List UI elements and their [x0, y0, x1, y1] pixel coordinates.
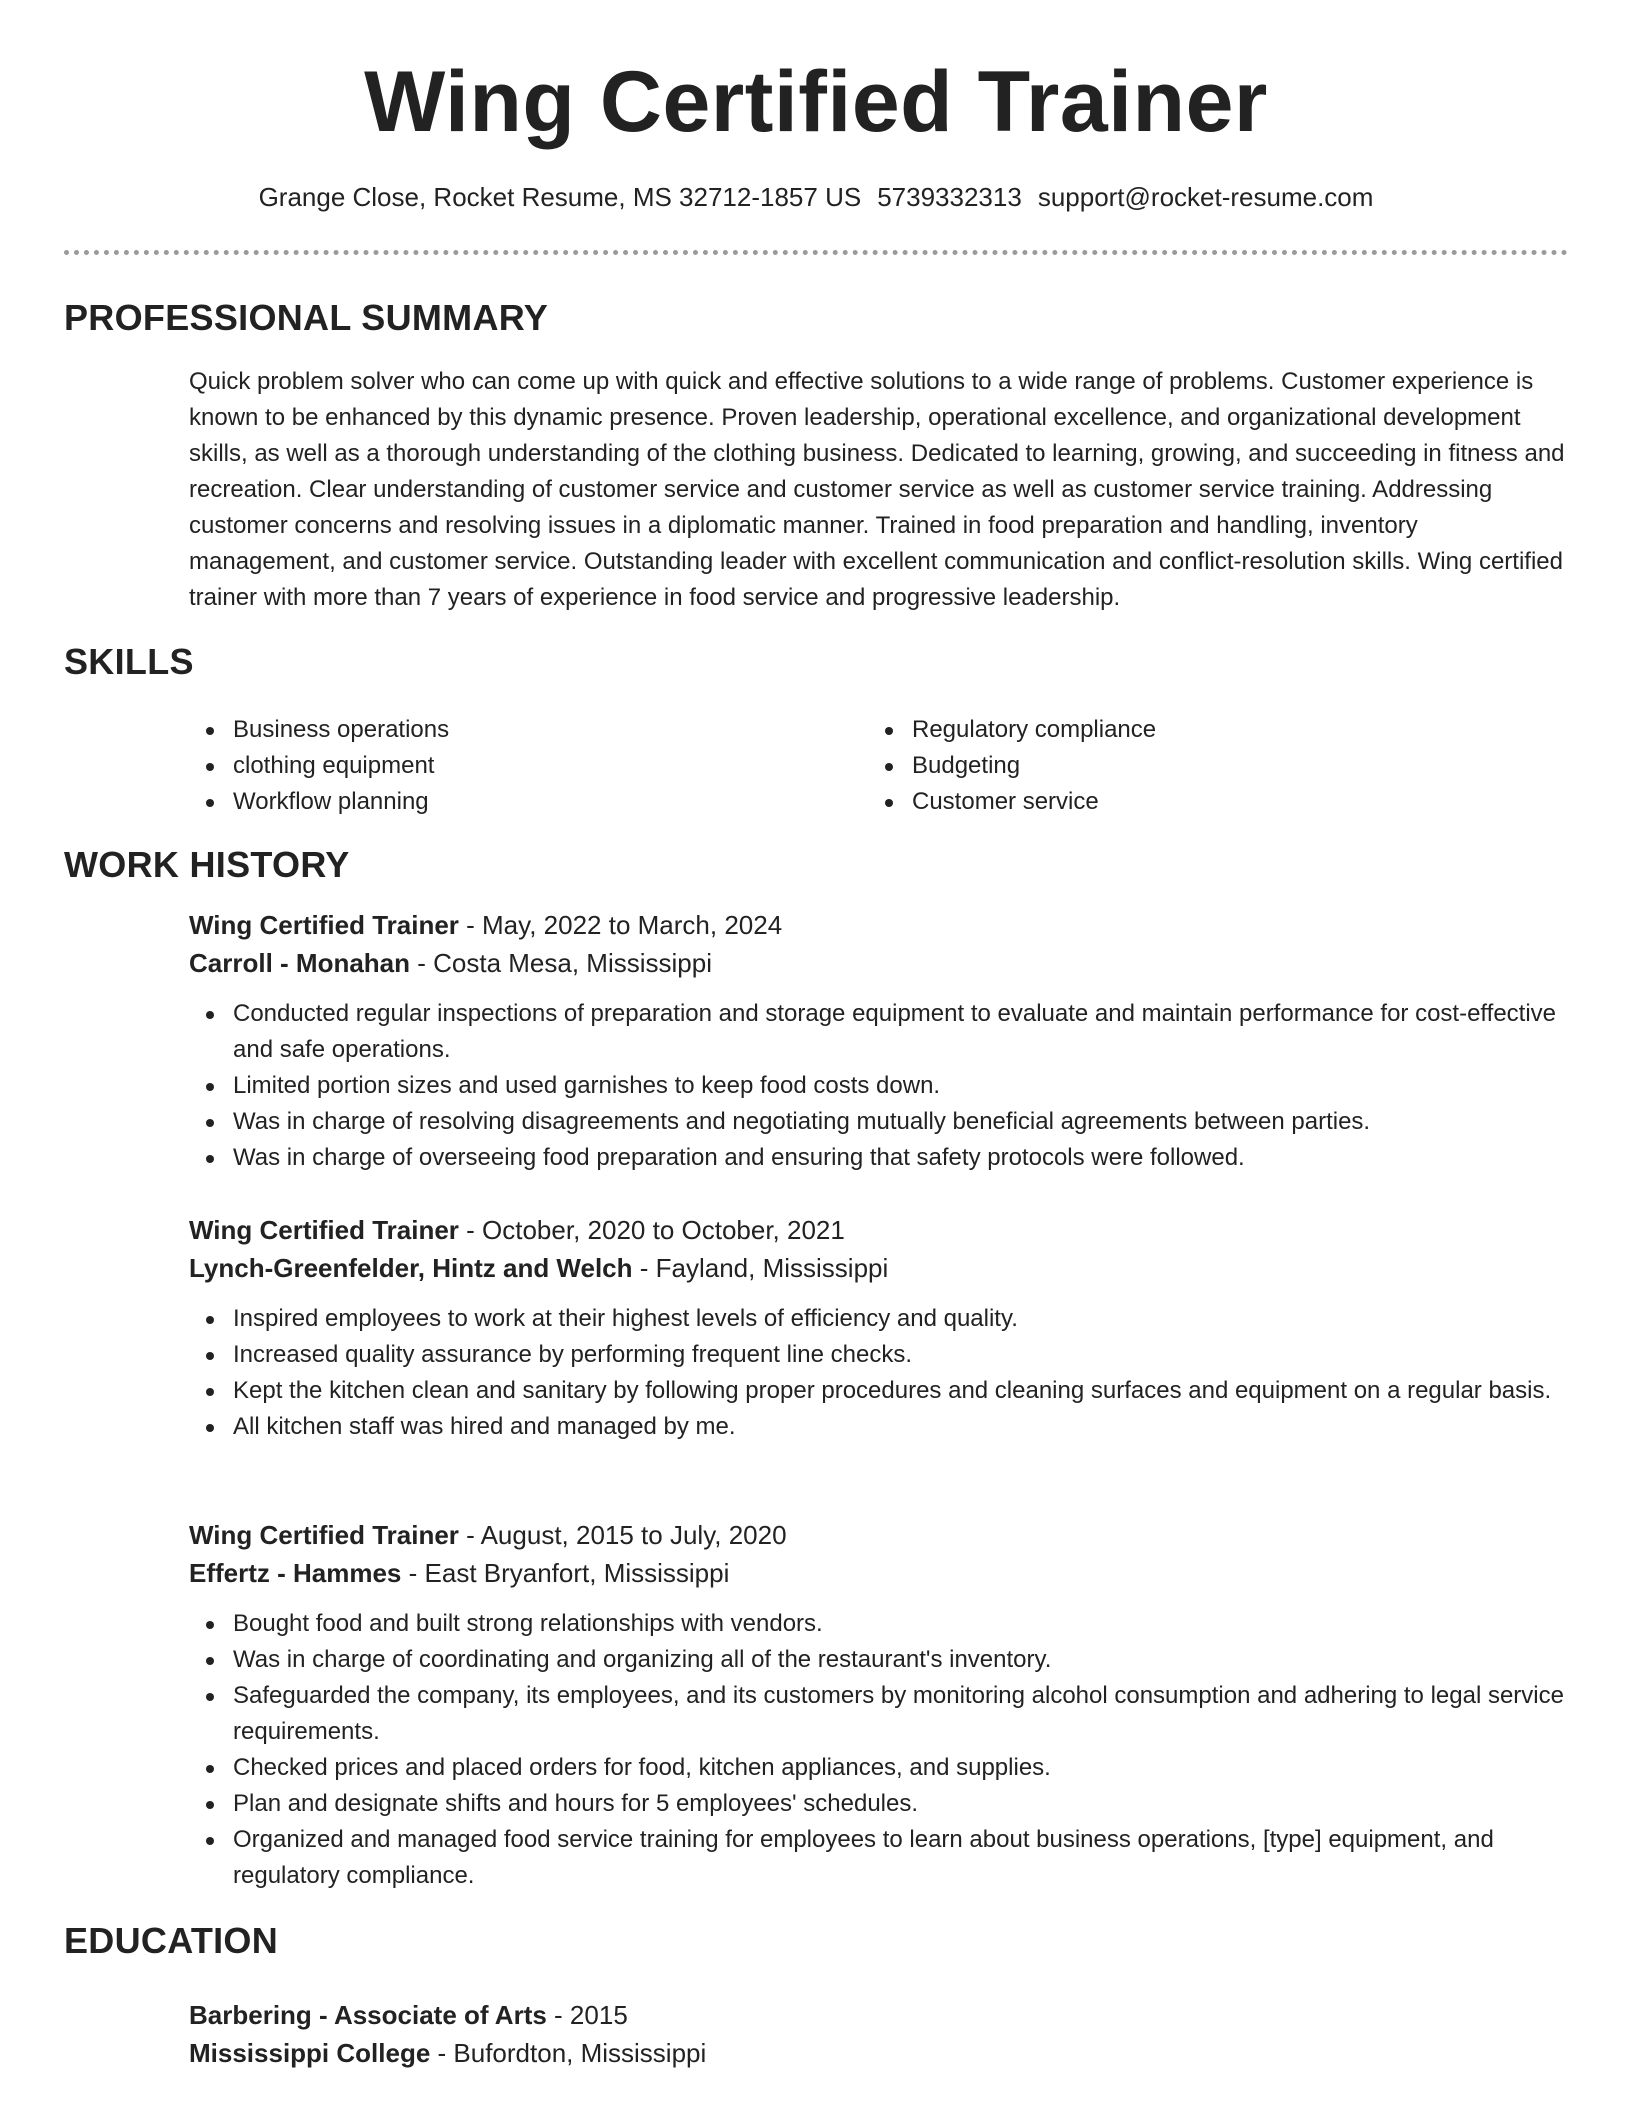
job-bullet: Bought food and built strong relationships with vendors.: [189, 1606, 1569, 1642]
job-bullets: [189, 1301, 1569, 1445]
education-school-line: [189, 2034, 1569, 2072]
job-bullet: Plan and designate shifts and hours for 5 employees' schedules.: [189, 1786, 1569, 1822]
job-title: Wing Certified Trainer: [189, 910, 459, 940]
job-company-line: [189, 944, 1569, 982]
skill-item: Workflow planning: [189, 784, 829, 820]
job-entry: [189, 1516, 1569, 1894]
job-entry: [189, 906, 1569, 1176]
job-bullet: Safeguarded the company, its employees, and its customers by monitoring alcohol consumption and adhering to legal service requirements.: [189, 1678, 1569, 1750]
header-divider: [64, 250, 1568, 255]
job-title: Wing Certified Trainer: [189, 1215, 459, 1245]
job-title-line: [189, 1516, 1569, 1554]
skills-right-list: [868, 712, 1508, 820]
job-company: Lynch-Greenfelder, Hintz and Welch: [189, 1253, 633, 1283]
job-bullet: Was in charge of resolving disagreements and negotiating mutually beneficial agreements between parties.: [189, 1104, 1569, 1140]
contact-address: Grange Close, Rocket Resume, MS 32712-1857 US: [258, 182, 862, 212]
job-bullet: Checked prices and placed orders for food, kitchen appliances, and supplies.: [189, 1750, 1569, 1786]
skill-item: Customer service: [868, 784, 1508, 820]
education-location: - Bufordton, Mississippi: [430, 2038, 707, 2068]
skill-item: clothing equipment: [189, 748, 829, 784]
job-bullet: Conducted regular inspections of preparation and storage equipment to evaluate and maintain performance for cost-effective and safe operations.: [189, 996, 1569, 1068]
education-heading: EDUCATION: [64, 1920, 279, 1961]
education-degree-line: [189, 1996, 1569, 2034]
job-company-line: [189, 1554, 1569, 1592]
job-title-line: [189, 906, 1569, 944]
job-dates: - October, 2020 to October, 2021: [458, 1215, 845, 1245]
skill-item: Budgeting: [868, 748, 1508, 784]
job-company: Carroll - Monahan: [189, 948, 411, 978]
education-entry: [189, 1996, 1569, 2072]
job-bullet: All kitchen staff was hired and managed by me.: [189, 1409, 1569, 1445]
education-degree: Barbering - Associate of Arts: [189, 2000, 547, 2030]
summary-text: Quick problem solver who can come up with quick and effective solutions to a wide range of problems. Customer experience is known to be enhanced by this dynamic presence. Proven leadership, operational excellence, and organizational development skills, as well as a thorough understanding of the clothing business. Dedicated to learning, growing, and succeeding in fitness and recreation. Clear understanding of customer service and customer service as well as customer service training. Addressing customer concerns and resolving issues in a diplomatic manner. Trained in food preparation and handling, inventory management, and customer service. Outstanding leader with excellent communication and conflict-resolution skills. Wing certified trainer with more than 7 years of experience in food service and progressive leadership.: [189, 368, 1565, 611]
job-location: - Fayland, Mississippi: [632, 1253, 889, 1283]
resume-name: Wing Certified Trainer: [364, 54, 1268, 150]
skills-heading: SKILLS: [64, 641, 194, 682]
job-bullet: Was in charge of coordinating and organizing all of the restaurant's inventory.: [189, 1642, 1569, 1678]
job-bullet: Organized and managed food service training for employees to learn about business operations, [type] equipment, and regulatory compliance.: [189, 1822, 1569, 1894]
job-company-line: [189, 1249, 1569, 1287]
job-bullet: Was in charge of overseeing food preparation and ensuring that safety protocols were followed.: [189, 1140, 1569, 1176]
job-dates: - May, 2022 to March, 2024: [458, 910, 783, 940]
job-title: Wing Certified Trainer: [189, 1520, 459, 1550]
work-history-heading: WORK HISTORY: [64, 844, 350, 885]
skills-left-list: [189, 712, 829, 820]
job-location: - Costa Mesa, Mississippi: [410, 948, 712, 978]
contact-line: [0, 180, 1632, 214]
skills-left-column: [189, 712, 829, 820]
skill-item: Business operations: [189, 712, 829, 748]
job-dates: - August, 2015 to July, 2020: [458, 1520, 787, 1550]
education-school: Mississippi College: [189, 2038, 431, 2068]
job-bullet: Limited portion sizes and used garnishes to keep food costs down.: [189, 1068, 1569, 1104]
job-bullets: [189, 996, 1569, 1176]
contact-email: support@rocket-resume.com: [1037, 182, 1374, 212]
skill-item: Regulatory compliance: [868, 712, 1508, 748]
job-company: Effertz - Hammes: [189, 1558, 402, 1588]
skills-right-column: [868, 712, 1508, 820]
summary-heading: PROFESSIONAL SUMMARY: [64, 297, 549, 338]
job-bullet: Inspired employees to work at their highest levels of efficiency and quality.: [189, 1301, 1569, 1337]
job-bullets: [189, 1606, 1569, 1894]
education-year: - 2015: [546, 2000, 628, 2030]
contact-phone: 5739332313: [877, 182, 1022, 212]
job-location: - East Bryanfort, Mississippi: [401, 1558, 730, 1588]
job-entry: [189, 1211, 1569, 1445]
job-bullet: Increased quality assurance by performing frequent line checks.: [189, 1337, 1569, 1373]
job-bullet: Kept the kitchen clean and sanitary by following proper procedures and cleaning surfaces and equipment on a regular basis.: [189, 1373, 1569, 1409]
job-title-line: [189, 1211, 1569, 1249]
